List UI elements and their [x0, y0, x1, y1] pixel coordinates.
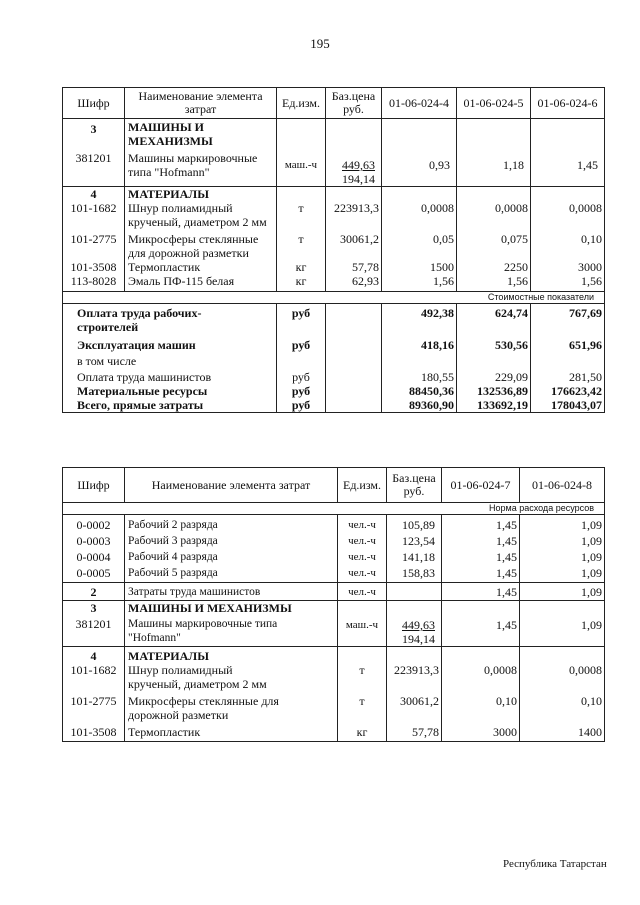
- section-header-row: 4 МАТЕРИАЛЫ: [63, 187, 605, 202]
- base-price: 449,63: [402, 618, 435, 632]
- cost-row: Материальные ресурсы руб 88450,36 132536,89 176623,42: [63, 384, 605, 398]
- page-number: 195: [310, 36, 330, 51]
- table-row: 381201 Машины маркировочные типа "Hofmann" маш.-ч 449,63 194,14 1,45 1,09: [63, 615, 605, 647]
- cost-row-total: Всего, прямые затраты руб 89360,90 133692,19 178043,07: [63, 398, 605, 413]
- cost-subheader: Стоимостные показатели: [63, 292, 605, 304]
- norm-subheader: Норма расхода ресурсов: [63, 503, 605, 515]
- header-unit: Ед.изм.: [338, 468, 387, 503]
- section-number: 3: [63, 119, 125, 149]
- header-col1: 01-06-024-4: [382, 88, 457, 119]
- header-name: Наименование элемента затрат: [125, 88, 277, 119]
- header-unit: Ед.изм.: [277, 88, 326, 119]
- table-row: 101-1682 Шнур полиамидный крученый, диаметром 2 мм т 223913,3 0,0008 0,0008 0,0008: [63, 201, 605, 232]
- cost-row: Эксплуатация машин руб 418,16 530,56 651,96: [63, 334, 605, 352]
- header-col2: 01-06-024-5: [457, 88, 531, 119]
- cost-row: в том числе: [63, 352, 605, 370]
- header-col2: 01-06-024-8: [520, 468, 605, 503]
- footer-region: Республика Татарстан: [503, 858, 607, 870]
- section-header-row: [63, 119, 605, 149]
- header-col1: 01-06-024-7: [442, 468, 520, 503]
- cost-row: Оплата труда машинистов руб 180,55 229,09 281,50: [63, 370, 605, 384]
- cost-row: Оплата труда рабочих-строителей руб 492,38 624,74 767,69: [63, 304, 605, 335]
- base-price-wages: 194,14: [342, 172, 375, 186]
- table-row: 381201 Машины маркировочные типа "Hofmann" маш.-ч 449,63 194,14 0,93 1,18 1,45: [63, 148, 605, 187]
- header-col3: 01-06-024-6: [531, 88, 605, 119]
- section-header-row: 3 МАШИНЫ И МЕХАНИЗМЫ: [63, 601, 605, 616]
- resource-table-1: [62, 87, 605, 413]
- section-title: МАШИНЫ И МЕХАНИЗМЫ: [125, 119, 277, 149]
- table-row: 0-0004 Рабочий 4 разряда чел.-ч 141,18 1,45 1,09: [63, 548, 605, 564]
- header-code: Шифр: [63, 468, 125, 503]
- cost-subheader-row: [63, 292, 605, 304]
- base-price: 449,63: [342, 158, 375, 172]
- table-row: 101-2775 Микросферы стеклянные для дорожной разметки т 30061,2 0,10 0,10: [63, 694, 605, 725]
- header-price: Баз.цена руб.: [326, 88, 382, 119]
- table-row: 101-2775 Микросферы стеклянные для дорожной разметки т 30061,2 0,05 0,075 0,10: [63, 232, 605, 260]
- base-price-wages: 194,14: [402, 632, 435, 646]
- section-row-machinist-labor: 2 Затраты труда машинистов чел.-ч 1,45 1,09: [63, 583, 605, 601]
- header-name: Наименование элемента затрат: [125, 468, 338, 503]
- table-row: 0-0005 Рабочий 5 разряда чел.-ч 158,83 1,45 1,09: [63, 564, 605, 583]
- table-row: 0-0003 Рабочий 3 разряда чел.-ч 123,54 1,45 1,09: [63, 532, 605, 548]
- table-row: 0-0002 Рабочий 2 разряда чел.-ч 105,89 1,45 1,09: [63, 515, 605, 533]
- table-header-row: [63, 468, 605, 503]
- table-row: 101-3508 Термопластик кг 57,78 1500 2250 3000: [63, 260, 605, 274]
- section-header-row: 4 МАТЕРИАЛЫ: [63, 647, 605, 664]
- header-code: Шифр: [63, 88, 125, 119]
- table-row: 101-3508 Термопластик кг 57,78 3000 1400: [63, 725, 605, 742]
- table-row: 113-8028 Эмаль ПФ-115 белая кг 62,93 1,56 1,56 1,56: [63, 274, 605, 292]
- norm-subheader-row: [63, 503, 605, 515]
- table-header-row: [63, 88, 605, 119]
- table-row: 101-1682 Шнур полиамидный крученый, диаметром 2 мм т 223913,3 0,0008 0,0008: [63, 663, 605, 694]
- header-price: Баз.цена руб.: [387, 468, 442, 503]
- resource-table-2: [62, 467, 605, 742]
